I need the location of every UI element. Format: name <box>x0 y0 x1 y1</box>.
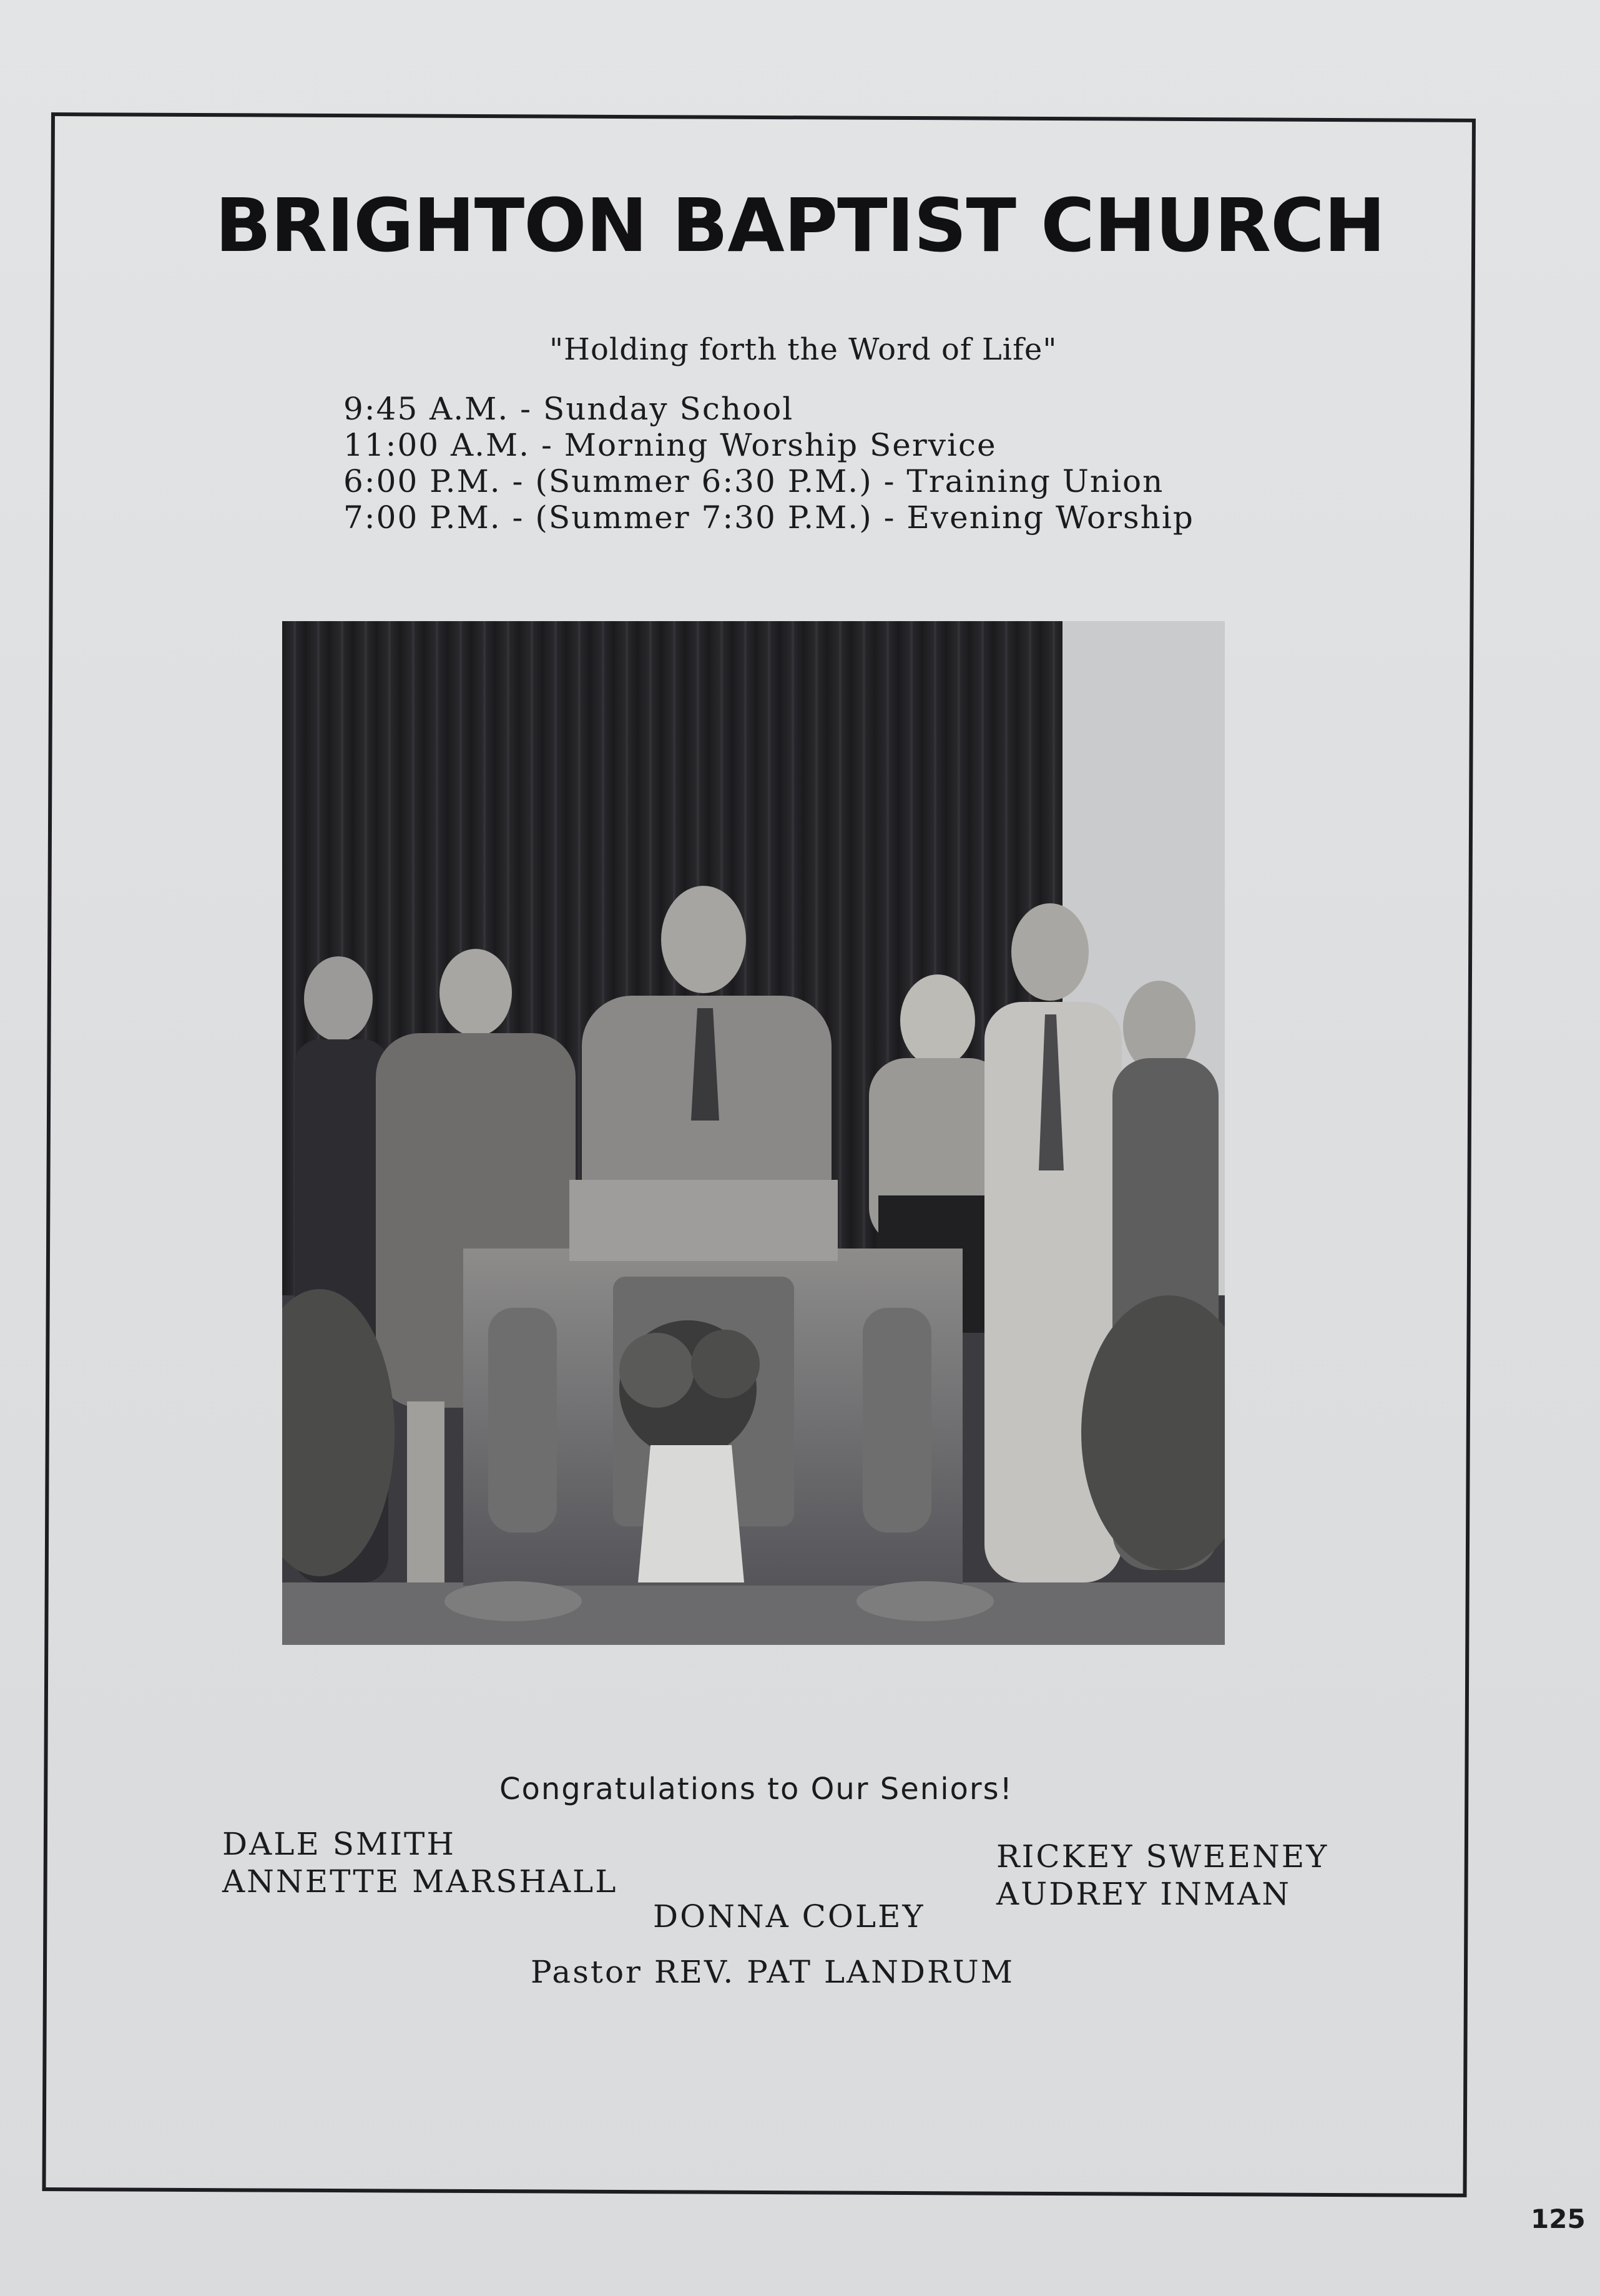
group-photo <box>282 621 1225 1645</box>
senior-name: DONNA COLEY <box>653 1898 925 1935</box>
senior-name: ANNETTE MARSHALL <box>222 1863 618 1900</box>
senior-name: DALE SMITH <box>222 1826 456 1862</box>
schedule-item: 11:00 A.M. - Morning Worship Service <box>343 427 997 463</box>
schedule-item: 7:00 P.M. - (Summer 7:30 P.M.) - Evening Worship <box>343 499 1194 536</box>
senior-name: AUDREY INMAN <box>996 1876 1291 1912</box>
schedule-item: 6:00 P.M. - (Summer 6:30 P.M.) - Training Union <box>343 463 1164 499</box>
pastor-name: Pastor REV. PAT LANDRUM <box>531 1954 1014 1990</box>
page-number: 125 <box>1531 2204 1586 2234</box>
service-schedule <box>343 391 1194 536</box>
church-name: BRIGHTON BAPTIST CHURCH <box>215 182 1385 268</box>
church-motto: "Holding forth the Word of Life" <box>549 332 1058 367</box>
congratulations-heading: Congratulations to Our Seniors! <box>499 1772 1013 1807</box>
senior-name: RICKEY SWEENEY <box>996 1838 1329 1875</box>
schedule-item: 9:45 A.M. - Sunday School <box>343 391 794 427</box>
